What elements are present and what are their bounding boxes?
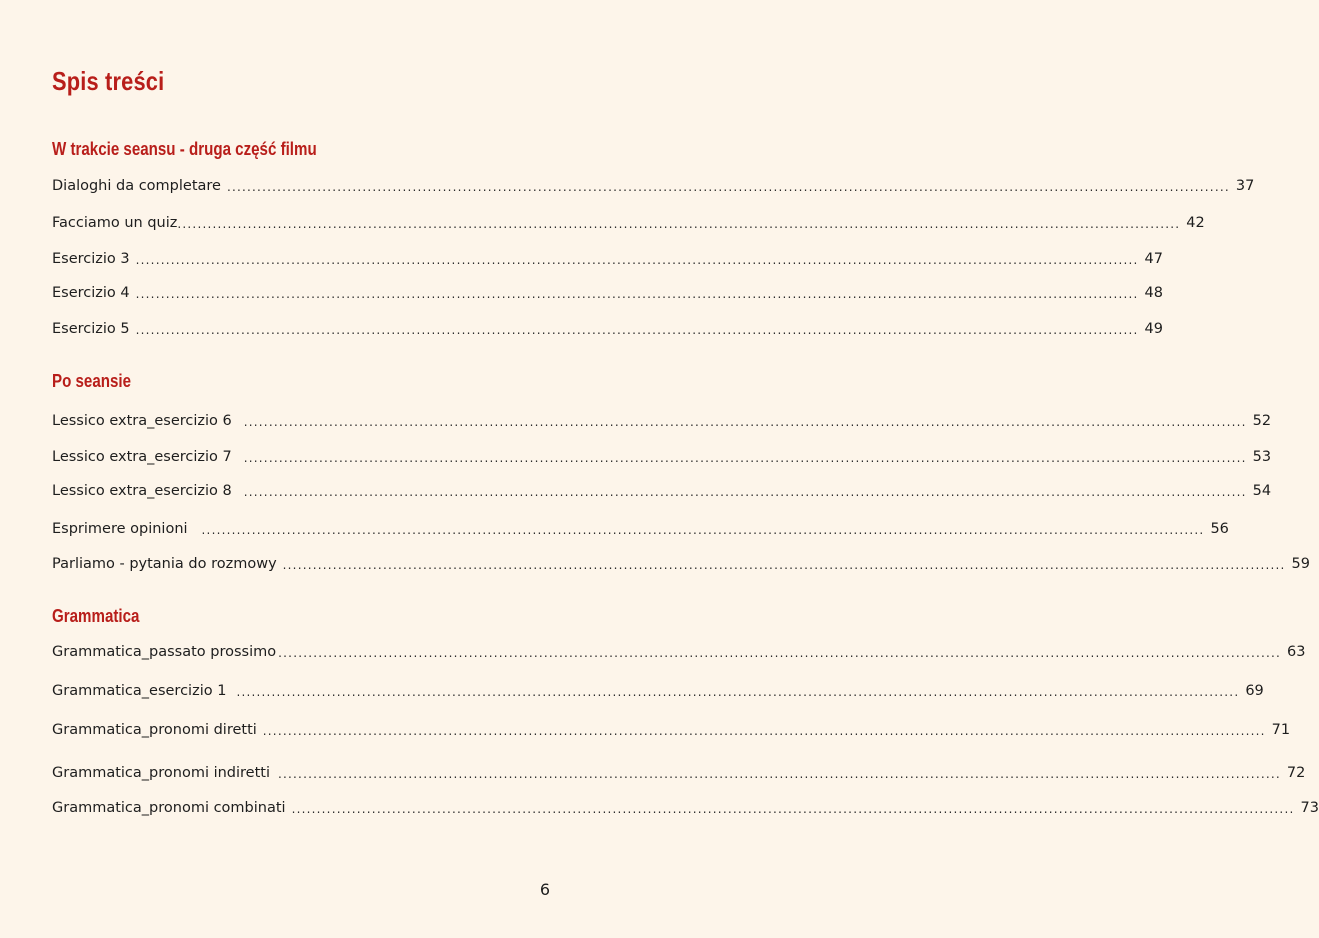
toc-entry-label: Lessico extra_esercizio 7: [52, 449, 232, 465]
toc-entry[interactable]: [52, 642, 1306, 662]
toc-entry-label: Esercizio 4: [52, 285, 130, 301]
dot-leader: ........................................................................................................................................................................................................: [236, 685, 1240, 699]
toc-entry-label: Grammatica_passato prossimo: [52, 644, 277, 660]
toc-entry-page: 63: [1287, 644, 1306, 660]
dot-leader: ........................................................................................................................................................................................................: [226, 180, 1230, 194]
dot-leader: ........................................................................................................................................................................................................: [135, 253, 1139, 267]
toc-entry[interactable]: [52, 681, 1264, 701]
toc-entry-page: 56: [1210, 521, 1229, 537]
toc-entry-page: 69: [1245, 683, 1264, 699]
page-number: 6: [539, 880, 550, 899]
toc-entry-label: Grammatica_pronomi diretti: [52, 722, 257, 738]
toc-entry[interactable]: [52, 411, 1272, 431]
toc-entry[interactable]: [52, 283, 1163, 303]
section-heading: Po seansie: [52, 371, 132, 391]
dot-leader: ........................................................................................................................................................................................................: [291, 802, 1295, 816]
toc-entry-page: 37: [1235, 178, 1255, 194]
toc-entry[interactable]: [52, 176, 1255, 196]
dot-leader: ........................................................................................................................................................................................................: [135, 287, 1139, 301]
toc-entry-page: 49: [1144, 321, 1163, 337]
dot-leader: ........................................................................................................................................................................................................: [135, 323, 1139, 337]
toc-entry-label: Parliamo - pytania do rozmowy: [52, 556, 277, 572]
dot-leader: ........................................................................................................................................................................................................: [201, 523, 1205, 537]
toc-entry[interactable]: [52, 519, 1229, 539]
toc-entry[interactable]: [52, 481, 1272, 501]
page-title: Spis treści: [52, 66, 165, 96]
dot-leader: ........................................................................................................................................................................................................: [243, 415, 1247, 429]
toc-entry[interactable]: [52, 763, 1306, 783]
toc-entry-label: Grammatica_esercizio 1: [52, 683, 227, 699]
toc-entry[interactable]: [52, 554, 1310, 574]
toc-entry-page: 59: [1291, 556, 1310, 572]
toc-entry-label: Esercizio 5: [52, 321, 130, 337]
toc-entry[interactable]: [52, 447, 1272, 467]
toc-entry-page: 71: [1271, 722, 1291, 738]
toc-entry-page: 47: [1144, 251, 1163, 267]
toc-entry-label: Grammatica_pronomi combinati: [52, 800, 286, 816]
section-heading: Grammatica: [52, 606, 140, 626]
toc-entry-label: Dialoghi da completare: [52, 178, 221, 194]
toc-entry-page: 42: [1186, 215, 1205, 231]
dot-leader: ........................................................................................................................................................................................................: [278, 767, 1281, 781]
dot-leader: ........................................................................................................................................................................................................: [262, 724, 1266, 738]
toc-entry-page: 52: [1252, 413, 1272, 429]
toc-entry-label: Esprimere opinioni: [52, 521, 188, 537]
toc-entry[interactable]: [52, 720, 1291, 740]
toc-entry-label: Lessico extra_esercizio 8: [52, 483, 232, 499]
dot-leader: ........................................................................................................................................................................................................: [278, 646, 1282, 660]
dot-leader: ........................................................................................................................................................................................................: [243, 485, 1247, 499]
toc-entry-page: 53: [1252, 449, 1272, 465]
toc-entry[interactable]: [52, 798, 1319, 818]
dot-leader: ........................................................................................................................................................................................................: [282, 558, 1286, 572]
toc-entry-label: Facciamo un quiz: [52, 215, 178, 231]
section-heading: W trakcie seansu - druga część filmu: [52, 139, 317, 159]
toc-entry-label: Grammatica_pronomi indiretti: [52, 765, 270, 781]
toc-entry[interactable]: [52, 319, 1163, 339]
toc-entry-label: Lessico extra_esercizio 6: [52, 413, 232, 429]
dot-leader: ........................................................................................................................................................................................................: [177, 217, 1181, 231]
toc-entry-page: 72: [1286, 765, 1306, 781]
toc-entry[interactable]: [52, 213, 1205, 233]
toc-entry-page: 54: [1252, 483, 1272, 499]
toc-entry-page: 48: [1144, 285, 1163, 301]
toc-entry-label: Esercizio 3: [52, 251, 130, 267]
dot-leader: ........................................................................................................................................................................................................: [243, 451, 1247, 465]
toc-entry-page: 73: [1300, 800, 1319, 816]
toc-entry[interactable]: [52, 249, 1163, 269]
